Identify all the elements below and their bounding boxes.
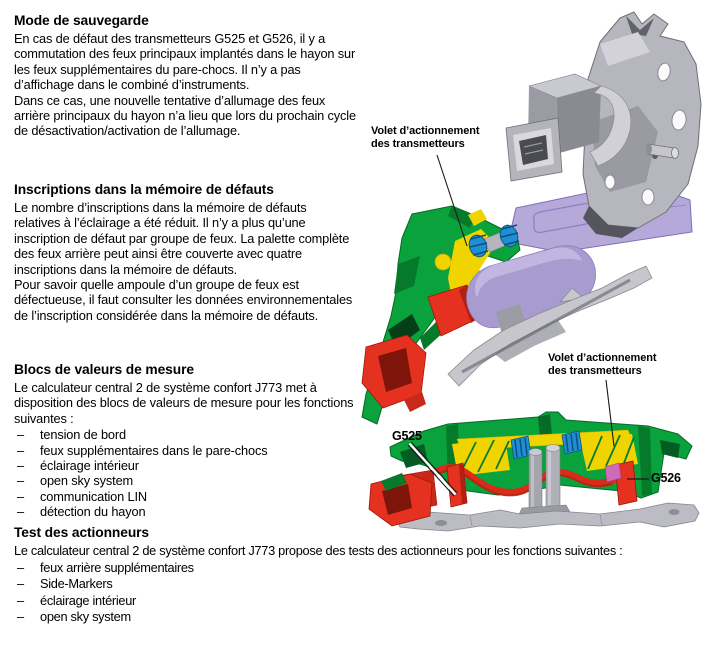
bullet-dash: – [17, 488, 24, 504]
section-heading: Mode de sauvegarde [14, 13, 149, 28]
label-g526: G526 [651, 471, 681, 485]
section-heading: Test des actionneurs [14, 525, 149, 540]
paragraph: Pour savoir quelle ampoule d’un groupe de feux est défectueuse, il faut consulter les données environnementales de l’inscription considérée dans la mémoire de défauts. [14, 277, 353, 323]
section-blocs-valeurs [14, 361, 356, 520]
bullet-dash: – [17, 473, 24, 489]
bullet-text: Side-Markers [40, 576, 113, 592]
paragraph: En cas de défaut des transmetteurs G525 et G526, il y a commutation des feux principaux implantés dans le hayon sur les feux supplémentaires du pare-chocs. Il n’y a pas d’affichage dans le combiné d’instruments. [14, 31, 356, 93]
list-item [14, 576, 674, 592]
bullet-text: open sky system [40, 608, 131, 624]
paragraph: Dans ce cas, une nouvelle tentative d’allumage des feux arrière principaux du hayon n’a lieu que lors du prochain cycle de désactivation/activation de l’allumage. [14, 92, 356, 139]
bullet-dash: – [17, 458, 24, 474]
list-item [14, 504, 356, 519]
label-g525: G525 [392, 429, 422, 443]
list-item [14, 473, 356, 488]
paragraph: Le nombre d’inscriptions dans la mémoire de défauts relatives à l’éclairage a été réduit. Il n’y a plus qu’une inscription de défaut par groupe de feux. La palette complète des feux arrière peut ainsi être couverte avec quatre inscriptions dans la mémoire de défauts. [14, 200, 350, 277]
bullet-dash: – [17, 442, 24, 458]
paragraph: Le calculateur central 2 de système confort J773 propose des tests des actionneurs pour les fonctions suivantes : [14, 543, 623, 558]
list-item [14, 593, 674, 609]
bullet-dash: – [17, 427, 24, 443]
bullet-text: tension de bord [40, 427, 126, 443]
list-item [14, 458, 356, 473]
bullet-text: open sky system [40, 473, 134, 489]
paragraph: Le calculateur central 2 de système confort J773 met à disposition des blocs de valeurs de mesure pour les fonctions suivantes : [14, 380, 354, 426]
bullet-dash: – [17, 576, 24, 592]
list-item [14, 427, 356, 442]
section-heading: Blocs de valeurs de mesure [14, 362, 194, 377]
bullet-dash: – [17, 560, 24, 576]
bullet-text: détection du hayon [40, 504, 146, 520]
bullet-text: éclairage intérieur [40, 458, 139, 474]
bullet-list [14, 560, 674, 625]
bullet-dash: – [17, 504, 24, 520]
figure-actuation-module-illustration [360, 398, 708, 540]
section-heading: Inscriptions dans la mémoire de défauts [14, 182, 274, 197]
connector-socket [506, 118, 562, 181]
section-mode-sauvegarde [14, 12, 356, 139]
section-inscriptions-memoire [14, 181, 356, 323]
bullet-text: éclairage intérieur [40, 592, 137, 608]
bullet-dash: – [17, 608, 24, 624]
label-volet-actionnement-bottom: Volet d’actionnement des transmetteurs [548, 352, 657, 377]
list-item [14, 489, 356, 504]
bullet-dash: – [17, 592, 24, 608]
list-item [14, 609, 674, 625]
list-item [14, 443, 356, 458]
bullet-text: feux supplémentaires dans le pare-chocs [40, 442, 268, 458]
bullet-text: feux arrière supplémentaires [40, 560, 194, 576]
bullet-list [14, 427, 356, 519]
label-volet-actionnement-top: Volet d’actionnement des transmetteurs [371, 125, 480, 150]
bullet-text: communication LIN [40, 488, 147, 504]
list-item [14, 560, 674, 576]
